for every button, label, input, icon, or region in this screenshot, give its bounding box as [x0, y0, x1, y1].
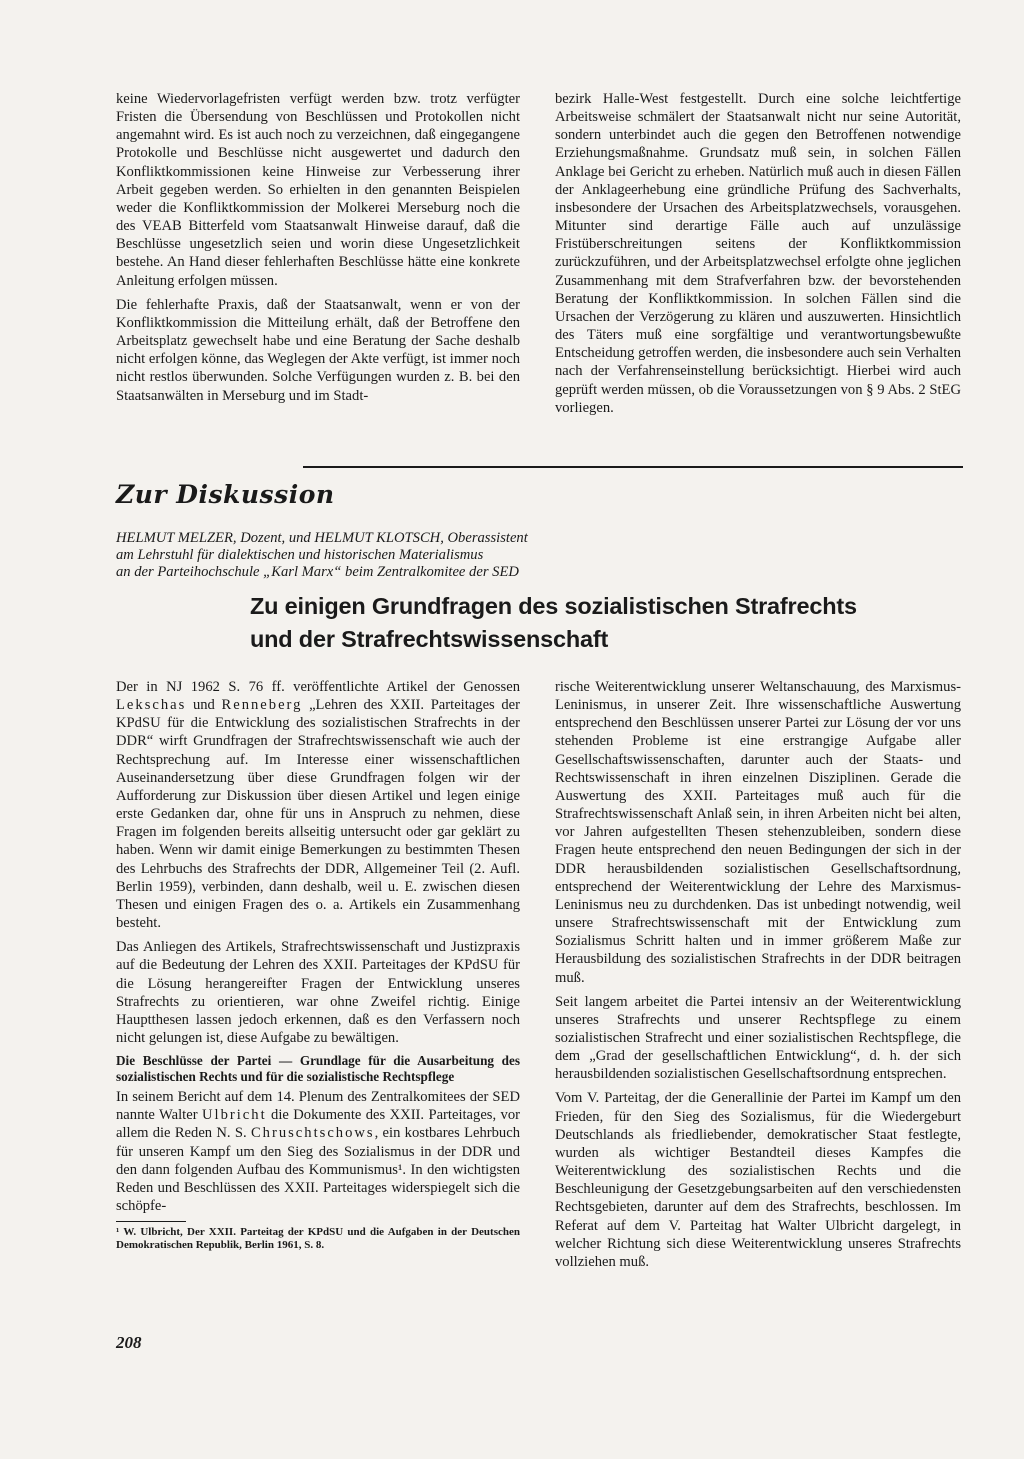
page-number: 208: [116, 1333, 142, 1352]
paragraph: [116, 1088, 520, 1215]
paragraph: Vom V. Parteitag, der die Generallinie der Partei im Kampf um den Frieden, für den Sieg des Sozialismus, für die Wiedergeburt Deutschlands als friedliebender, demokratischer Staat festlegte, wurden als wichtiger Bestandteil dieses Kampfes die Weiterentwicklung des sozialistischen Rechts und die Beschleunigung der Gesetzgebungsarbeiten auf den verschiedensten Rechtsgebieten, darunter auf dem des Strafrechts, beschlossen. Im Referat auf dem V. Parteitag hat Walter Ulbricht dargelegt, in welcher Richtung sich diese Weiterentwicklung unseres Strafrechts vollziehen muß.: [555, 1090, 961, 1270]
paragraph: keine Wiedervorlagefristen verfügt werden bzw. trotz verfügter Fristen die Übersendung von Beschlüssen und Protokollen nicht angemahnt wird. Es ist auch noch zu verzeichnen, daß eingegangene Protokolle und Beschlüsse nicht ausgewertet und dadurch den Konfliktkommissionen keine Hinweise zur Verbesserung ihrer Arbeit gegeben werden. So erhielten in den genannten Beispielen weder die Konfliktkommission der Molkerei Merseburg noch die des VEAB Bitterfeld vom Staatsanwalt Hinweise darauf, daß die Beschlüsse ungesetzlich seien und worin diese Ungesetzlichkeit bestehe. An Hand dieser fehlerhaften Beschlüsse hätte eine konkrete Anleitung erfolgen müssen.: [116, 91, 520, 289]
text-run: die Dokumente des XXII. Parteitages, vor allem die Reden N. S.: [116, 1107, 520, 1142]
author-byline: [116, 530, 716, 581]
text-run: , ein kostbares Lehrbuch für unseren Kampf um den Sieg des Sozialismus in der DDR und den dann folgenden Aufbau des Kommunismus¹. In den wichtigsten Reden und Beschlüssen des XXII. Parteitages widerspiegelt sich die schöpfe-: [116, 1125, 520, 1215]
section-label: Zur Diskussion: [116, 480, 335, 509]
article-title-line: und der Strafrechtswissenschaft: [250, 626, 609, 652]
top-left-column: [116, 90, 520, 405]
text-run: und: [186, 697, 222, 714]
author-line: an der Parteihochschule „Karl Marx“ beim Zentralkomitee der SED: [116, 564, 519, 580]
paragraph: bezirk Halle-West festgestellt. Durch eine solche leichtfertige Arbeitsweise schmälert der Staatsanwalt nicht nur seine Autorität, sondern unterbindet auch die gegen den Betroffenen notwendige Erziehungsmaßnahme. Grundsatz muß sein, in solchen Fällen Anklage bei Gericht zu erheben. Natürlich muß auch in diesen Fällen der Anklageerhebung eine gründliche Prüfung des Sachverhalts, insbesondere der Ursachen des Arbeitsplatzwechsels, vorausgehen. Mitunter sind derartige Fälle auch auf unzulässige Fristüberschreitungen seitens der Konfliktkommission zurückzuführen, und der Arbeitsplatzwechsel erfolgte ohne jeglichen Zusammenhang mit dem Strafverfahren bzw. der bevorstehenden Beratung der Konfliktkommission. In solchen Fällen sind die Ursachen der Verzögerung zu klären und auszuwerten. Hinsichtlich des Täters muß eine sorgfältige und verantwortungsbewußte Entscheidung getroffen werden, die insbesondere auch sein Verhalten nach der Verfahrenseinstellung berücksichtigt. Hierbei wird auch geprüft werden müssen, ob die Voraussetzungen von § 9 Abs. 2 StEG vorliegen.: [555, 91, 961, 416]
paragraph: [116, 678, 520, 932]
author-line: am Lehrstuhl für dialektischen und historischen Materialismus: [116, 547, 484, 563]
text-run: „Lehren des XXII. Parteitages der KPdSU für die Entwicklung des sozialistischen Strafrechts in der DDR“ wirft Grundfragen der Strafrechtswissenschaft wie auch der Rechtsprechung auf. Im Interesse einer wissenschaftlichen Auseinandersetzung über diese Grundfragen folgen wir der Aufforderung zur Diskussion über diesen Artikel und legen einige erste Gedanken dar, ohne für uns in Anspruch zu nehmen, diese Fragen im folgenden bereits allseitig untersucht oder gar geklärt zu haben. Wenn wir damit einige Bemerkungen zu bestimmten Thesen des Lehrbuchs des Strafrechts der DDR, Allgemeiner Teil (2. Aufl. Berlin 1959), verbinden, dann deshalb, weil u. E. zwischen diesen Thesen und einigen Fragen des o. a. Artikels ein Zusammenhang besteht.: [116, 697, 520, 932]
spaced-name: Chruschtschows: [250, 1125, 375, 1142]
article-title-line: Zu einigen Grundfragen des sozialistischen Strafrechts: [250, 593, 857, 619]
footnote-divider: [116, 1221, 186, 1222]
text-run: In seinem Bericht auf dem 14. Plenum des Zentralkomitees der SED nannte Walter: [116, 1089, 520, 1124]
top-right-column: [555, 90, 961, 417]
paragraph: Das Anliegen des Artikels, Strafrechtswissenschaft und Justizpraxis auf die Bedeutung der Lehren des XXII. Parteitages der KPdSU für die Lösung herangereifter Fragen der Entwicklung unseres Strafrechts zu orientieren, war ohne Zweifel richtig. Einige Hauptthesen lassen jedoch erkennen, daß es den Verfassern noch nicht gelungen ist, diese Aufgabe zu bewältigen.: [116, 939, 520, 1046]
spaced-name: Renneberg: [221, 697, 303, 714]
subheading: Die Beschlüsse der Partei — Grundlage für die Ausarbeitung des sozialistischen Rechts und für die sozialistische Rechtspflege: [116, 1053, 520, 1085]
spaced-name: Lekschas: [116, 697, 187, 714]
section-divider: [303, 466, 963, 468]
footnote: ¹ W. Ulbricht, Der XXII. Parteitag der KPdSU und die Aufgaben in der Deutschen Demokratischen Republik, Berlin 1961, S. 8.: [116, 1226, 520, 1252]
article-title: [250, 590, 970, 656]
bottom-left-column: [116, 678, 520, 1252]
paragraph: rische Weiterentwicklung unserer Weltanschauung, des Marxismus-Leninismus, in unserer Zeit. Ihre wissenschaftliche Auswertung entsprechend den Beschlüssen unserer Partei zur Lösung der vor uns stehenden Probleme ist eine erstrangige Aufgabe aller Gesellschaftswissenschaften, darunter auch der Staats- und Rechtswissenschaft in ihren einzelnen Disziplinen. Gerade die Auswertung des XXII. Parteitages muß auch für die Strafrechtswissenschaft Anlaß sein, in ihren Arbeiten nicht bei alten, vor Jahren aufgestellten Thesen stehenzubleiben, sondern diese Fragen heute entsprechend den neuen Bedingungen der sich in der DDR herausbildenden sozialistischen Gesellschaftsordnung, entsprechend der Weiterentwicklung der Lehre des Marxismus-Leninismus neu zu durchdenken. Das ist unbedingt notwendig, weil unsere Strafrechtswissenschaft mit der Entwicklung zum Sozialismus Schritt halten und in immer größerem Maße zur Herausbildung des sozialistischen Strafrechts in der DDR beitragen muß.: [555, 679, 961, 986]
paragraph: Die fehlerhafte Praxis, daß der Staatsanwalt, wenn er von der Konfliktkommission die Mitteilung erhält, daß der Betroffene den Arbeitsplatz gewechselt habe und eine Beratung der Sache deshalb nicht erfolgen könne, das Weglegen der Akte verfügt, ist immer noch nicht restlos überwunden. Solche Verfügungen wurden z. B. bei den Staatsanwälten in Merseburg und im Stadt-: [116, 296, 520, 404]
bottom-right-column: [555, 678, 961, 1271]
author-line: HELMUT MELZER, Dozent, und HELMUT KLOTSCH, Oberassistent: [116, 530, 528, 546]
text-run: Der in NJ 1962 S. 76 ff. veröffentlichte Artikel der Genossen: [116, 679, 520, 695]
paragraph: Seit langem arbeitet die Partei intensiv an der Weiterentwicklung unseres Strafrechts und unserer Rechtspflege zu einem sozialistischen Strafrecht und einer sozialistischen Rechtspflege, die dem „Grad der gesellschaftlichen Entwicklung“, d. h. der sich herausbildenden sozialistischen Gesellschaftsordnung entsprechen.: [555, 993, 961, 1083]
spaced-name: Ulbricht: [201, 1107, 267, 1124]
